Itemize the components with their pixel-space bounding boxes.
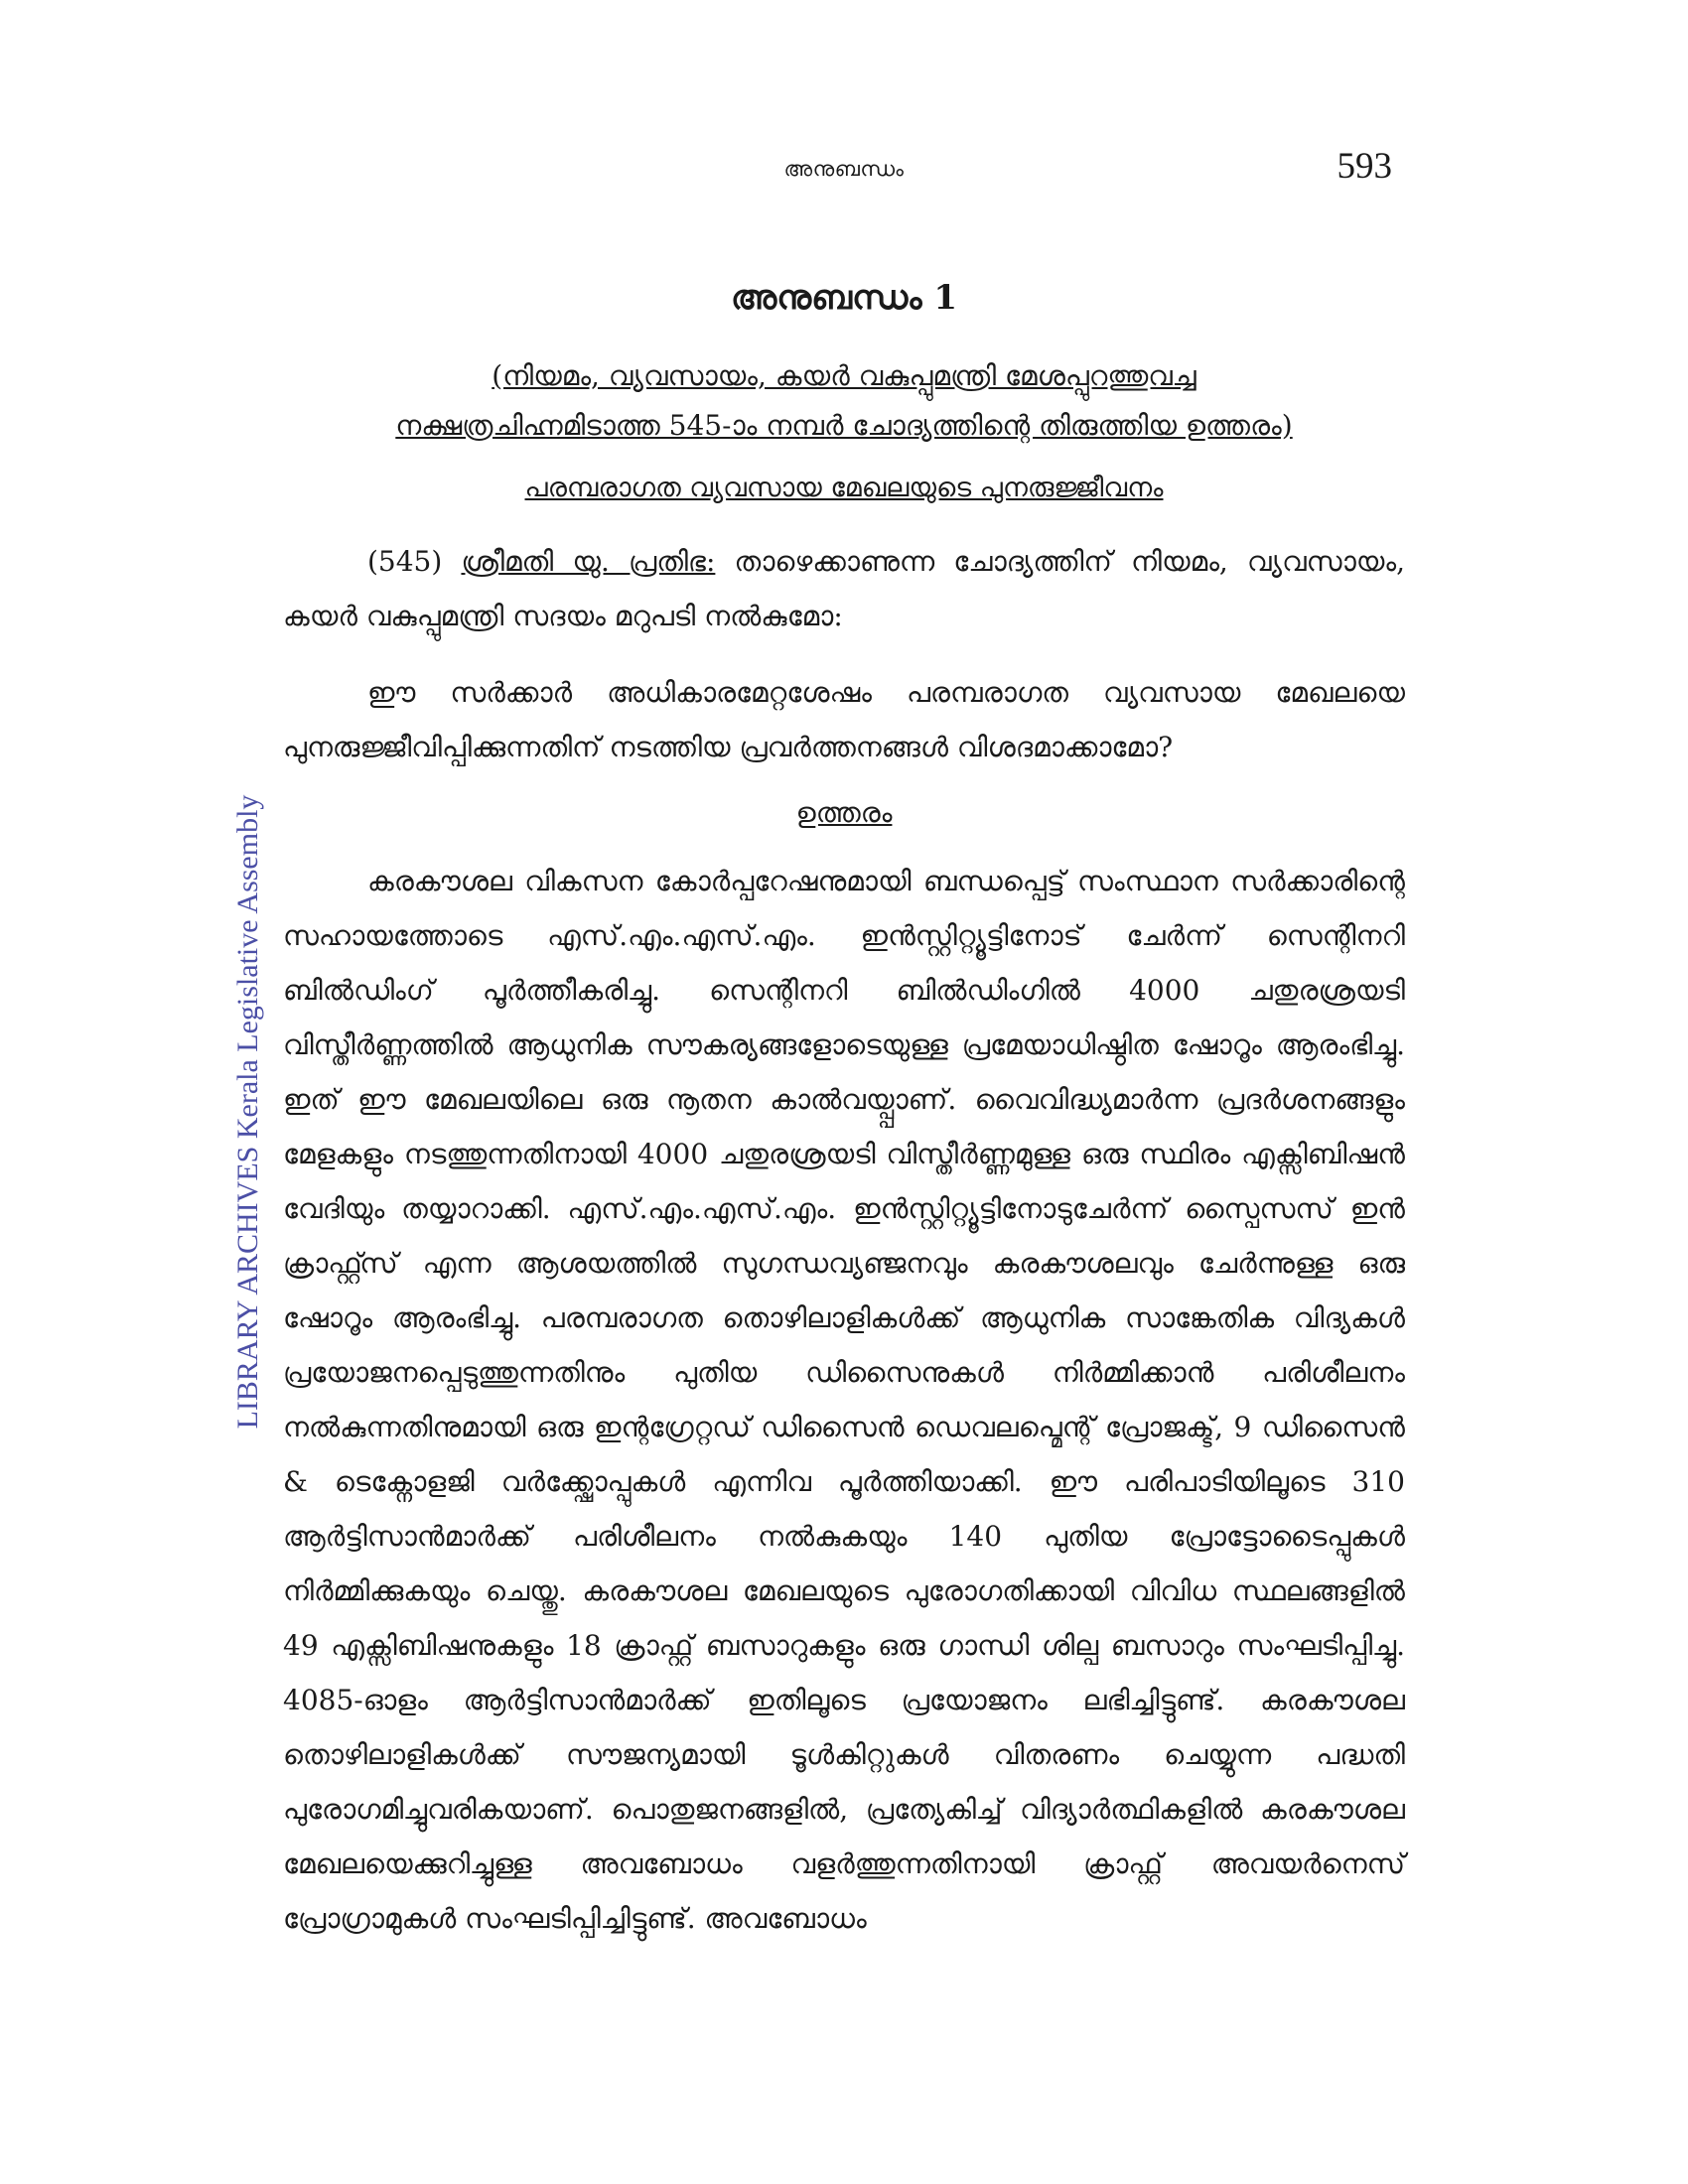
document-content (283, 278, 1405, 1968)
question-number: (545) (367, 545, 443, 578)
question-intro (283, 534, 1405, 643)
annex-title: അനുബന്ധം 1 (731, 278, 957, 318)
page-number: 593 (1336, 146, 1392, 187)
subtitle-line-2: നക്ഷത്രചിഹ്നമിടാത്ത 545-ാം നമ്പർ ചോദ്യത്തിന്റെ തിരുത്തിയ ഉത്തരം) (395, 409, 1293, 442)
running-header: അനുബന്ധം (783, 157, 905, 181)
answer-heading: ഉത്തരം (795, 796, 893, 829)
subtitle (283, 351, 1405, 451)
answer-body: കരകൗശല വികസന കോർപ്പറേഷനുമായി ബന്ധപ്പെട്ട് സംസ്ഥാന സർക്കാരിന്റെ സഹായത്തോടെ എസ്.എം.എസ്.എം. ഇൻസ്റ്റിറ്റ്യൂട്ടിനോട് ചേർന്ന് സെന്റിനറി ബിൽഡിംഗ് പൂർത്തീകരിച്ചു. സെന്റിനറി ബിൽഡിംഗിൽ 4000 ചതുരശ്രയടി വിസ്തീർണ്ണത്തിൽ ആധുനിക സൗകര്യങ്ങളോടെയുള്ള പ്രമേയാധിഷ്ഠിത ഷോറൂം ആരംഭിച്ചു. ഇത് ഈ മേഖലയിലെ ഒരു നൂതന കാൽവയ്പ്പാണ്. വൈവിദ്ധ്യമാർന്ന പ്രദർശനങ്ങളും മേളകളും നടത്തുന്നതിനായി 4000 ചതുരശ്രയടി വിസ്തീർണ്ണമുള്ള ഒരു സ്ഥിരം എക്സിബിഷൻ വേദിയും തയ്യാറാക്കി. എസ്.എം.എസ്.എം. ഇൻസ്റ്റിറ്റ്യൂട്ടിനോടുചേർന്ന് സ്പൈസസ് ഇൻ ക്രാഫ്റ്റ്സ് എന്ന ആശയത്തിൽ സുഗന്ധവ്യഞ്ജനവും കരകൗശലവും ചേർന്നുള്ള ഒരു ഷോറൂം ആരംഭിച്ചു. പരമ്പരാഗത തൊഴിലാളികൾക്ക് ആധുനിക സാങ്കേതിക വിദ്യകൾ പ്രയോജനപ്പെടുത്തുന്നതിനും പുതിയ ഡിസൈനുകൾ നിർമ്മിക്കാൻ പരിശീലനം നൽകുന്നതിനുമായി ഒരു ഇന്റഗ്രേറ്റഡ് ഡിസൈൻ ഡെവലപ്മെന്റ് പ്രോജക്ട്, 9 ഡിസൈൻ & ടെക്നോളജി വർക്ക്ഷോപ്പുകൾ എന്നിവ പൂർത്തിയാക്കി. ഈ പരിപാടിയിലൂടെ 310 ആർട്ടിസാൻമാർക്ക് പരിശീലനം നൽകുകയും 140 പുതിയ പ്രോട്ടോടൈപ്പുകൾ നിർമ്മിക്കുകയും ചെയ്തു. കരകൗശല മേഖലയുടെ പുരോഗതിക്കായി വിവിധ സ്ഥലങ്ങളിൽ 49 എക്സിബിഷനുകളും 18 ക്രാഫ്റ്റ് ബസാറുകളും ഒരു ഗാന്ധി ശില്പ ബസാറും സംഘടിപ്പിച്ചു. 4085-ഓളം ആർട്ടിസാൻമാർക്ക് ഇതിലൂടെ പ്രയോജനം ലഭിച്ചിട്ടുണ്ട്. കരകൗശല തൊഴിലാളികൾക്ക് സൗജന്യമായി ടൂൾകിറ്റുകൾ വിതരണം ചെയ്യുന്ന പദ്ധതി പുരോഗമിച്ചുവരികയാണ്. പൊതുജനങ്ങളിൽ, പ്രത്യേകിച്ച് വിദ്യാർത്ഥികളിൽ കരകൗശല മേഖലയെക്കുറിച്ചുള്ള അവബോധം വളർത്തുന്നതിനായി ക്രാഫ്റ്റ് അവയർനെസ് പ്രോഗ്രാമുകൾ സംഘടിപ്പിച്ചിട്ടുണ്ട്. അവബോധം (283, 865, 1405, 1935)
question-topic: പരമ്പരാഗത വ്യവസായ മേഖലയുടെ പുനരുജ്ജീവനം (524, 473, 1164, 503)
subtitle-line-1: (നിയമം, വ്യവസായം, കയർ വകുപ്പുമന്ത്രി മേശപ്പുറത്തുവച്ച (492, 359, 1196, 392)
question-body: ഈ സർക്കാർ അധികാരമേറ്റശേഷം പരമ്പരാഗത വ്യവസായ മേഖലയെ പുനരുജ്ജീവിപ്പിക്കുന്നതിന് നടത്തിയ പ്രവർത്തനങ്ങൾ വിശദമാക്കാമോ? (283, 676, 1405, 763)
member-name: ശ്രീമതി യു. പ്രതിഭ: (461, 545, 716, 578)
question-intro-text: താഴെക്കാണുന്ന ചോദ്യത്തിന് നിയമം, വ്യവസായം, കയർ വകുപ്പുമന്ത്രി സദയം മറുപടി നൽകുമോ: (283, 545, 1405, 632)
watermark-text: LIBRARY ARCHIVES Kerala Legislative Assembly (231, 794, 264, 1430)
